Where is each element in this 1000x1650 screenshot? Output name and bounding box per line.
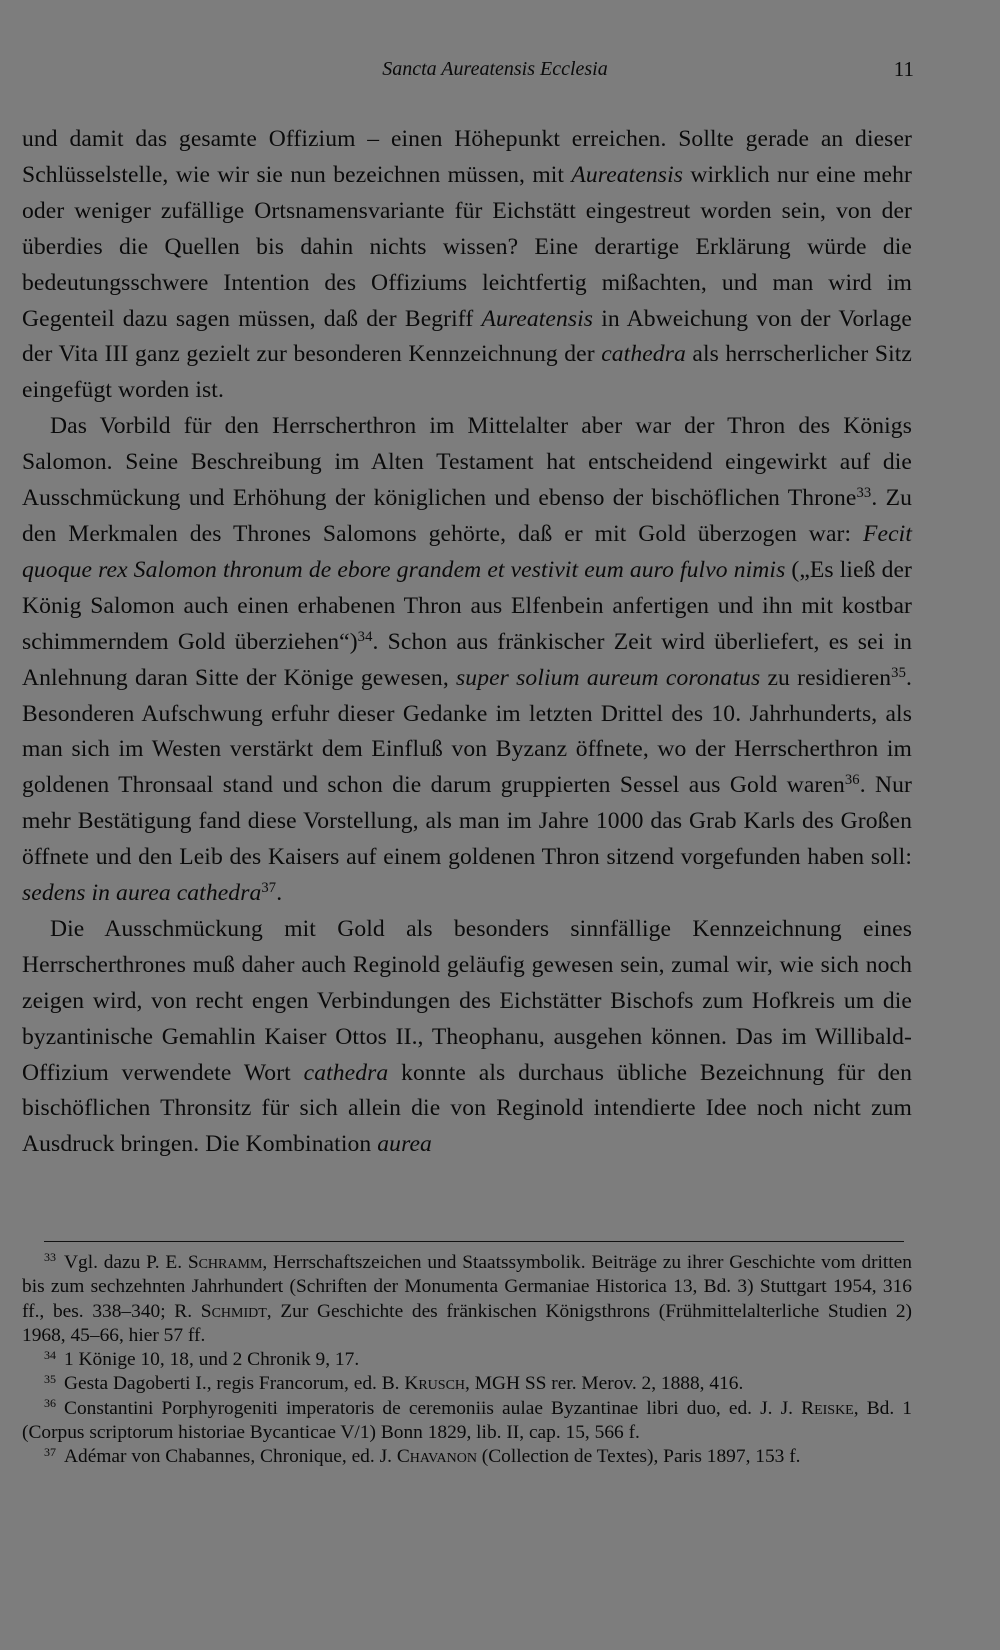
text-run: , Bd. 1 (Corpus scriptorum historiae Bycanticae V/1) Bonn 1829, lib. II, cap. 15, 566 f.: [22, 1397, 912, 1444]
paragraph: [22, 122, 912, 409]
text-run: als herrscherlicher Sitz eingefügt worden ist.: [22, 341, 912, 404]
text-run: .: [276, 880, 283, 907]
paragraph: [22, 409, 912, 912]
text-run: , Zur Geschichte des fränkischen Königsthrons (Frühmittelalterliche Studien 2) 1968, 45–66, hier 57 ff.: [22, 1300, 912, 1346]
footnote-number: 35: [44, 1371, 57, 1386]
text-run: und damit das gesamte Offizium – einen Höhepunkt erreichen. Sollte gerade an dieser Schlüsselstelle, wie wir sie nun bezeichnen müssen, mit: [22, 126, 912, 188]
author-name: Chavanon: [396, 1446, 477, 1468]
italic-text: aurea: [377, 1131, 432, 1158]
text-run: Gesta Dagoberti I., regis Francorum, ed. B.: [64, 1373, 405, 1395]
footnote-reference: 34: [357, 628, 373, 645]
italic-text: cathedra: [303, 1059, 389, 1086]
text-run: Vgl. dazu P. E.: [64, 1252, 188, 1273]
footnote-reference: 37: [261, 879, 277, 896]
running-head: [0, 52, 1000, 86]
text-run: („Es ließ der König Salomon auch einen erhabenen Thron aus Elfenbein anfertigen und ihn mit kostbar schimmerndem Gold überziehen“): [22, 556, 912, 655]
author-name: Schramm: [187, 1252, 263, 1273]
author-name: Reiske: [801, 1397, 854, 1419]
italic-text: Aureatensis: [571, 161, 684, 188]
footnote-number: 37: [44, 1444, 57, 1459]
italic-text: super solium aureum coronatus: [456, 664, 761, 691]
text-run: in Abweichung von der Vorlage der Vita III ganz gezielt zur besonderen Kennzeichnung der: [22, 305, 912, 368]
page-number: 11: [893, 57, 914, 81]
footnote: [22, 1251, 912, 1348]
footnote-divider: [44, 1241, 904, 1242]
footnote-number: 36: [44, 1396, 57, 1411]
footnote-number: 34: [44, 1347, 57, 1362]
text-run: zu residieren: [760, 664, 892, 691]
text-run: Constantini Porphyrogeniti imperatoris de ceremoniis aulae Byzantinae libri duo, ed. J. J.: [64, 1397, 802, 1419]
text-run: Das Vorbild für den Herrscherthron im Mittelalter aber war der Thron des Königs Salomon. Seine Beschreibung im Alten Testament hat entscheidend eingewirkt auf die Ausschmückung und Erhöhung der königlichen und ebenso der bischöflichen Throne: [22, 413, 912, 512]
text-run: (Collection de Textes), Paris 1897, 153 f.: [476, 1446, 801, 1468]
footnote: [22, 1372, 912, 1396]
footnote-number: 33: [44, 1250, 57, 1265]
text-run: . Schon aus fränkischer Zeit wird überliefert, es sei in Anlehnung daran Sitte der Könige gewesen,: [22, 628, 912, 691]
footnote: [22, 1348, 912, 1372]
italic-text: sedens in aurea cathedra: [22, 880, 262, 907]
italic-text: Aureatensis: [481, 305, 594, 332]
text-run: . Zu den Merkmalen des Thrones Salomons gehörte, daß er mit Gold überzogen war:: [22, 485, 912, 547]
footnote-reference: 35: [891, 664, 906, 681]
text-run: . Besonderen Aufschwung erfuhr dieser Gedanke im letzten Drittel des 10. Jahrhunderts, als man sich im Westen verstärkt dem Einfluß von Byzanz öffnete, wo der Herrscherthron im goldenen Thronsaal stand und schon die darum gruppierten Sessel aus Gold waren: [22, 664, 912, 799]
footnote: [22, 1445, 912, 1469]
text-run: wirklich nur eine mehr oder weniger zufällige Ortsnamensvariante für Eichstätt eingestreut worden sein, von der überdies die Quellen bis dahin nichts wissen? Eine derartige Erklärung würde die bedeutungsschwere Intention des Offiziums leichtfertig mißachten, und man wird im Gegenteil dazu sagen müssen, daß der Begriff: [22, 161, 912, 332]
text-run: Die Ausschmückung mit Gold als besonders sinnfällige Kennzeichnung eines Herrscherthrones muß daher auch Reginold geläufig gewesen sein, zumal wir, wie sich noch zeigen wird, von recht engen Verbindungen des Eichstätter Bischofs zum Hofkreis um die byzantinische Gemahlin Kaiser Ottos II., Theophanu, ausgehen können. Das im Willibald-Offizium verwendete Wort: [22, 915, 912, 1086]
text-run: , Herrschaftszeichen und Staatssymbolik. Beiträge zu ihrer Geschichte vom dritten bis zum sechzehnten Jahrhundert (Schriften der Monumenta Germaniae Historica 13, Bd. 3) Stuttgart 1954, 316 ff., bes. 338–340; R.: [22, 1252, 912, 1322]
footnotes-section: [22, 1251, 912, 1470]
running-title: Sancta Aureatensis Ecclesia: [382, 58, 608, 80]
footnote: [22, 1397, 912, 1446]
italic-text: Fecit quoque rex Salomon thronum de ebore grandem et vestivit eum auro fulvo nimis: [22, 520, 912, 583]
footnote-reference: 33: [856, 485, 872, 502]
author-name: Krusch: [404, 1373, 466, 1395]
text-run: Adémar von Chabannes, Chronique, ed. J.: [64, 1446, 397, 1468]
author-name: Schmidt: [200, 1300, 267, 1322]
text-run: 1 Könige 10, 18, und 2 Chronik 9, 17.: [64, 1349, 360, 1371]
text-run: konnte als durchaus übliche Bezeichnung für den bischöflichen Thronsitz für sich allein die von Reginold intendierte Idee noch nicht zum Ausdruck bringen. Die Kombination: [22, 1059, 912, 1158]
footnote-reference: 36: [844, 772, 860, 789]
text-run: , MGH SS rer. Merov. 2, 1888, 416.: [465, 1373, 744, 1395]
paragraph: [22, 912, 912, 1163]
italic-text: cathedra: [601, 341, 686, 368]
text-run: . Nur mehr Bestätigung fand diese Vorstellung, als man im Jahre 1000 das Grab Karls des Großen öffnete und den Leib des Kaisers auf einem goldenen Thron sitzend vorgefunden haben soll:: [22, 772, 912, 871]
main-text: [22, 122, 912, 1163]
